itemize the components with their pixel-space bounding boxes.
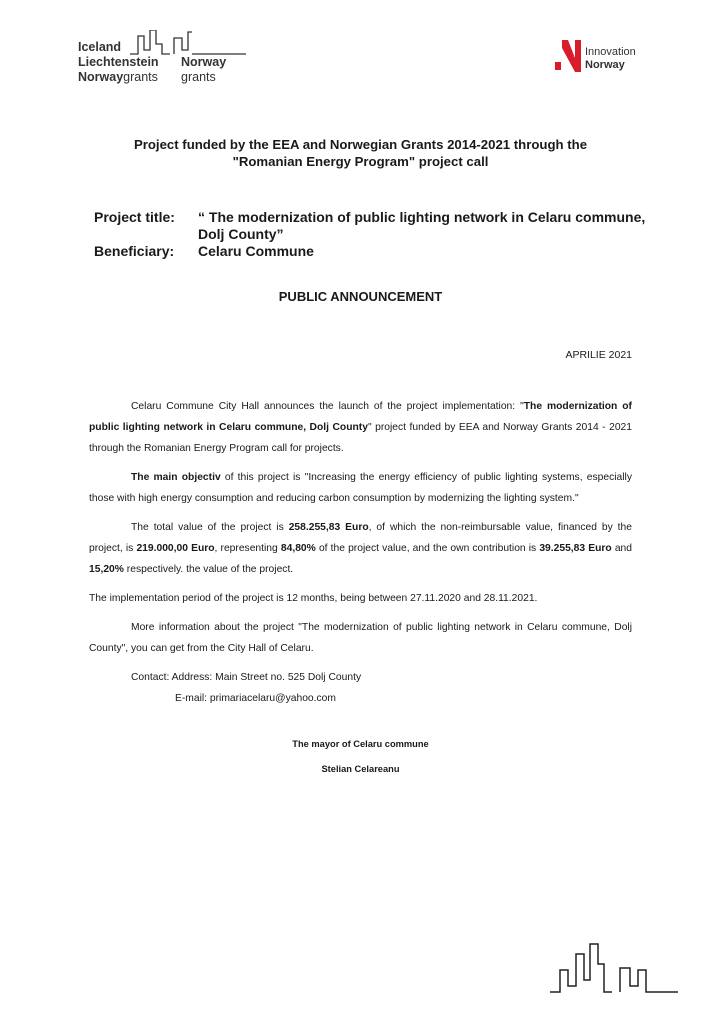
logo-text-norway: Norway bbox=[181, 55, 227, 69]
project-title-row bbox=[94, 209, 654, 243]
footer-skyline-mark-icon bbox=[550, 940, 680, 996]
skyline-mark-icon bbox=[130, 30, 248, 56]
innovation-norway-wordmark: Innovation Norway bbox=[585, 46, 636, 71]
signature-role: The mayor of Celaru commune bbox=[292, 739, 429, 749]
signature-name: Stelian Celareanu bbox=[321, 764, 400, 774]
paragraph-more-info: More information about the project "The modernization of public lighting network in Celaru commune, Dolj County", you can get from the City Hall of Celaru. bbox=[89, 622, 632, 654]
logo-text-grants: grants bbox=[181, 70, 216, 84]
announcement-body bbox=[89, 396, 632, 717]
paragraph-launch: Celaru Commune City Hall announces the launch of the project implementation: "The modernization of public lighting network in Celaru commune, Dolj County" project funded by EEA and Norway Grants 2014 - 2021 through the Romanian Energy Program call for projects. bbox=[89, 401, 632, 454]
beneficiary-row bbox=[94, 243, 654, 260]
beneficiary-value: Celaru Commune bbox=[198, 243, 314, 259]
announcement-heading: PUBLIC ANNOUNCEMENT bbox=[278, 289, 443, 304]
beneficiary-label: Beneficiary: bbox=[94, 243, 175, 259]
funding-title: Project funded by the EEA and Norwegian Grants 2014-2021 through the "Romanian Energy Program" project call bbox=[133, 137, 588, 169]
contact-address: Contact: Address: Main Street no. 525 Dolj County bbox=[131, 672, 362, 683]
project-title-value: “ The modernization of public lighting network in Celaru commune, Dolj County” bbox=[198, 209, 646, 242]
project-title-label: Project title: bbox=[94, 209, 175, 225]
document-date: APRILIE 2021 bbox=[565, 349, 632, 361]
contact-email[interactable]: E-mail: primariacelaru@yahoo.com bbox=[175, 693, 336, 704]
paragraph-period: The implementation period of the project is 12 months, being between 27.11.2020 and 28.11.2021. bbox=[89, 593, 538, 604]
innovation-norway-mark-icon bbox=[555, 40, 581, 72]
logo-text-liechtenstein: Liechtenstein bbox=[78, 55, 159, 69]
project-info bbox=[94, 209, 654, 260]
eea-norway-grants-logo bbox=[78, 30, 248, 92]
logo-text-norway-2: Norwaygrants bbox=[78, 70, 158, 84]
innovation-norway-logo bbox=[555, 40, 665, 76]
paragraph-value: The total value of the project is 258.255,83 Euro, of which the non-reimbursable value, financed by the project, is 219.000,00 Euro, representing 84,80% of the project value, and the own contribution is 39.255,83 Euro and 15,20% respectively. the value of the project. bbox=[89, 522, 632, 575]
logo-text-iceland: Iceland bbox=[78, 40, 122, 54]
paragraph-objective: The main objectiv of this project is "Increasing the energy efficiency of public lighting systems, especially those with high energy consumption and reducing carbon consumption by modernizing the lighting system." bbox=[89, 472, 632, 504]
